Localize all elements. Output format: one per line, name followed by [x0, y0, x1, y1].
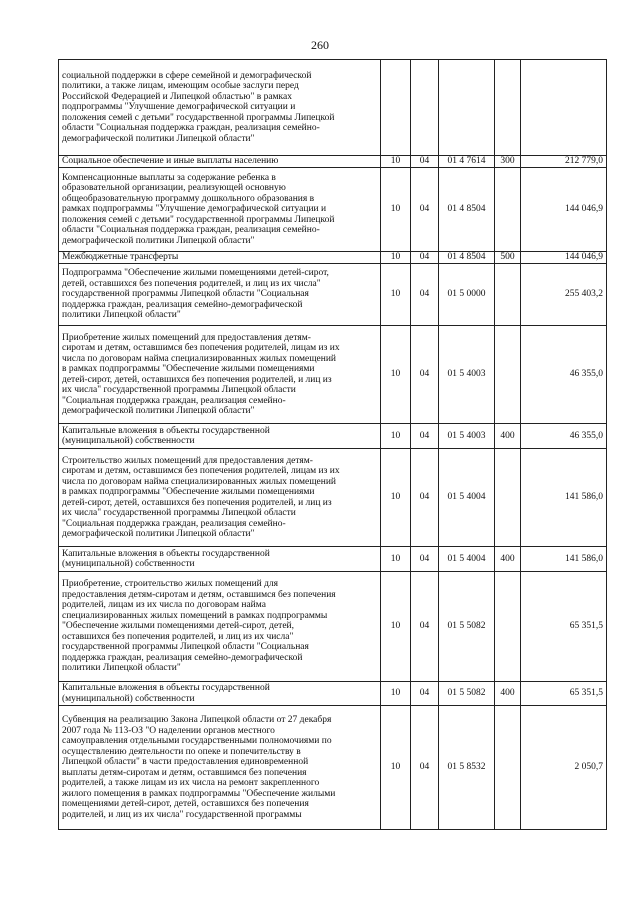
description-line: их числа" государственной программы Липецкой области [62, 385, 296, 395]
description-line: демографической политики Липецкой области" [62, 529, 255, 539]
description-line: общеобразовательную программу дошкольного образования в [62, 193, 315, 204]
description-line: государственной программы Липецкой области "Социальная [62, 642, 309, 653]
expense-type-code-cell: 500 [495, 252, 521, 264]
description-line: Капитальные вложения в объекты государственной [62, 425, 270, 436]
target-article-code-cell: 01 5 4003 [439, 424, 495, 449]
table-row [59, 168, 607, 252]
description-line: государственной программы Липецкой области "Социальная [62, 289, 309, 300]
subsection-code-cell: 04 [411, 547, 439, 572]
amount-cell: 255 403,2 [521, 264, 607, 326]
amount-cell: 65 351,5 [521, 682, 607, 706]
description-line: политики Липецкой области" [62, 310, 181, 321]
description-line: в рамках подпрограммы "Обеспечение жилыми помещениями [62, 487, 315, 497]
description-cell [59, 168, 381, 252]
description-cell [59, 706, 381, 830]
description-line: (муниципальной) собственности [62, 436, 195, 446]
section-code-cell: 10 [381, 449, 411, 547]
description-line: детей-сирот, детей, оставшихся без попечения родителей, и лиц из [62, 374, 332, 385]
section-code-cell: 10 [381, 252, 411, 264]
description-line: демографической политики Липецкой области" [62, 133, 255, 144]
description-line: помещениями детей-сирот, детей, оставшихся без попечения [62, 799, 309, 809]
target-article-code-cell: 01 5 8532 [439, 706, 495, 830]
description-line: Приобретение, строительство жилых помещений для [62, 579, 279, 590]
subsection-code-cell: 04 [411, 156, 439, 168]
description-line: Капитальные вложения в объекты государственной [62, 683, 270, 693]
description-line: в рамках подпрограммы "Обеспечение жилыми помещениями [62, 364, 315, 374]
description-line: детей, оставшихся без попечения родителей, и лиц из их числа" [62, 278, 321, 289]
subsection-code-cell: 04 [411, 252, 439, 264]
description-cell [59, 572, 381, 682]
description-line: Субвенция на реализацию Закона Липецкой области от 27 декабря [62, 715, 332, 725]
target-article-code-cell: 01 4 8504 [439, 168, 495, 252]
table-row [59, 547, 607, 572]
subsection-code-cell: 04 [411, 326, 439, 424]
subsection-code-cell: 04 [411, 572, 439, 682]
budget-table-body [59, 60, 607, 830]
target-article-code-cell: 01 5 0000 [439, 264, 495, 326]
description-cell [59, 424, 381, 449]
description-line: числа по договорам найма специализированных жилых помещений [62, 476, 337, 487]
target-article-code-cell: 01 5 4004 [439, 449, 495, 547]
description-line: политики, а также лицам, имеющим особые заслуги перед [62, 81, 299, 92]
expense-type-code-cell [495, 449, 521, 547]
description-line: рамках подпрограммы "Улучшение демографической ситуации и [62, 204, 327, 215]
expense-type-code-cell [495, 326, 521, 424]
description-line: подпрограммы "Улучшение демографической ситуации и [62, 102, 296, 113]
section-code-cell [381, 60, 411, 156]
target-article-code-cell: 01 5 5082 [439, 682, 495, 706]
table-row [59, 264, 607, 326]
table-row [59, 572, 607, 682]
target-article-code-cell: 01 4 7614 [439, 156, 495, 168]
expense-type-code-cell [495, 264, 521, 326]
table-row [59, 706, 607, 830]
section-code-cell: 10 [381, 168, 411, 252]
description-line: (муниципальной) собственности [62, 693, 195, 704]
description-line: Российской Федерацией и Липецкой областью" в рамках [62, 91, 292, 102]
description-line: социальной поддержки в сфере семейной и демографической [62, 70, 312, 81]
table-row [59, 326, 607, 424]
expense-type-code-cell: 400 [495, 682, 521, 706]
description-line: поддержка граждан, реализация семейно-демографической [62, 652, 303, 663]
table-row [59, 252, 607, 264]
description-cell [59, 449, 381, 547]
table-row [59, 60, 607, 156]
target-article-code-cell: 01 5 4004 [439, 547, 495, 572]
description-line: сиротам и детям, оставшимся без попечения родителей, лицам из их [62, 466, 340, 476]
section-code-cell: 10 [381, 156, 411, 168]
description-line: Подпрограмма "Обеспечение жилыми помещениями детей-сирот, [62, 268, 329, 279]
description-cell [59, 547, 381, 572]
description-line: "Обеспечение жилыми помещениями детей-сирот, детей, [62, 621, 295, 632]
table-row [59, 682, 607, 706]
amount-cell [521, 60, 607, 156]
description-line: осуществлению деятельности по опеке и попечительству в [62, 746, 301, 757]
description-line: демографической политики Липецкой области" [62, 406, 255, 416]
amount-cell: 46 355,0 [521, 424, 607, 449]
section-code-cell: 10 [381, 326, 411, 424]
expense-type-code-cell [495, 572, 521, 682]
description-line: детей-сирот, детей, оставшихся без попечения родителей, и лиц из [62, 497, 332, 508]
expense-type-code-cell [495, 168, 521, 252]
description-cell [59, 252, 381, 264]
description-cell [59, 156, 381, 168]
description-line: самоуправления отдельными государственными полномочиями по [62, 736, 332, 746]
amount-cell: 212 779,0 [521, 156, 607, 168]
description-cell [59, 60, 381, 156]
description-line: жилого помещения в рамках подпрограммы "Обеспечение жилыми [62, 788, 336, 799]
section-code-cell: 10 [381, 424, 411, 449]
expense-type-code-cell [495, 60, 521, 156]
description-line: (муниципальной) собственности [62, 559, 195, 569]
description-line: оставшихся без попечения родителей, и лиц из их числа" [62, 631, 294, 642]
table-row [59, 156, 607, 168]
description-line: демографической политики Липецкой области" [62, 235, 255, 246]
expense-type-code-cell: 400 [495, 424, 521, 449]
description-cell [59, 264, 381, 326]
expense-type-code-cell: 300 [495, 156, 521, 168]
description-line: области "Социальная поддержка граждан, реализация семейно- [62, 225, 320, 236]
description-line: положения семей с детьми" государственной программы Липецкой [62, 112, 335, 123]
description-line: их числа" государственной программы Липецкой области [62, 508, 296, 518]
description-line: числа по договорам найма специализированных жилых помещений [62, 353, 337, 364]
description-line: сиротам и детям, оставшимся без попечения родителей, лицам из их [62, 343, 340, 353]
description-line: Компенсационные выплаты за содержание ребенка в [62, 172, 276, 183]
description-line: положения семей с детьми" государственной программы Липецкой [62, 214, 335, 225]
description-line: "Социальная поддержка граждан, реализация семейно- [62, 395, 286, 406]
description-line: Капитальные вложения в объекты государственной [62, 548, 270, 559]
target-article-code-cell: 01 4 8504 [439, 252, 495, 264]
page-number: 260 [311, 38, 329, 52]
subsection-code-cell [411, 60, 439, 156]
description-line: Социальное обеспечение и иные выплаты населению [62, 156, 279, 167]
section-code-cell: 10 [381, 547, 411, 572]
section-code-cell: 10 [381, 572, 411, 682]
budget-table [58, 59, 607, 830]
description-line: Липецкой области" в части предоставления единовременной [62, 757, 309, 767]
description-line: "Социальная поддержка граждан, реализация семейно- [62, 518, 286, 529]
amount-cell: 46 355,0 [521, 326, 607, 424]
description-line: образовательной организации, реализующей основную [62, 183, 286, 194]
description-line: 2007 года № 113-ОЗ "О наделении органов местного [62, 725, 275, 736]
description-line: родителей, и лиц из их числа" государственной программы [62, 809, 302, 820]
subsection-code-cell: 04 [411, 424, 439, 449]
subsection-code-cell: 04 [411, 264, 439, 326]
amount-cell: 144 046,9 [521, 168, 607, 252]
description-line: политики Липецкой области" [62, 663, 181, 674]
section-code-cell: 10 [381, 682, 411, 706]
subsection-code-cell: 04 [411, 449, 439, 547]
target-article-code-cell [439, 60, 495, 156]
description-cell [59, 682, 381, 706]
description-line: родителей, а также лицам из их числа на ремонт закрепленного [62, 778, 320, 788]
amount-cell: 144 046,9 [521, 252, 607, 264]
amount-cell: 65 351,5 [521, 572, 607, 682]
subsection-code-cell: 04 [411, 706, 439, 830]
amount-cell: 2 050,7 [521, 706, 607, 830]
expense-type-code-cell [495, 706, 521, 830]
description-line: специализированных жилых помещений в рамках подпрограммы [62, 610, 328, 621]
target-article-code-cell: 01 5 4003 [439, 326, 495, 424]
description-line: Строительство жилых помещений для предоставления детям- [62, 455, 313, 466]
amount-cell: 141 586,0 [521, 449, 607, 547]
table-row [59, 424, 607, 449]
description-line: поддержка граждан, реализация семейно-демографической [62, 299, 303, 310]
description-line: Приобретение жилых помещений для предоставления детям- [62, 332, 311, 343]
description-line: выплаты детям-сиротам и детям, оставшимся без попечения [62, 767, 307, 778]
description-cell [59, 326, 381, 424]
description-line: Межбюджетные трансферты [62, 252, 179, 263]
table-row [59, 449, 607, 547]
expense-type-code-cell: 400 [495, 547, 521, 572]
description-line: области "Социальная поддержка граждан, реализация семейно- [62, 123, 320, 134]
description-line: родителей, лицам из их числа по договорам найма [62, 600, 266, 611]
target-article-code-cell: 01 5 5082 [439, 572, 495, 682]
subsection-code-cell: 04 [411, 682, 439, 706]
section-code-cell: 10 [381, 264, 411, 326]
description-line: предоставления детям-сиротам и детям, оставшимся без попечения [62, 589, 336, 600]
subsection-code-cell: 04 [411, 168, 439, 252]
section-code-cell: 10 [381, 706, 411, 830]
amount-cell: 141 586,0 [521, 547, 607, 572]
